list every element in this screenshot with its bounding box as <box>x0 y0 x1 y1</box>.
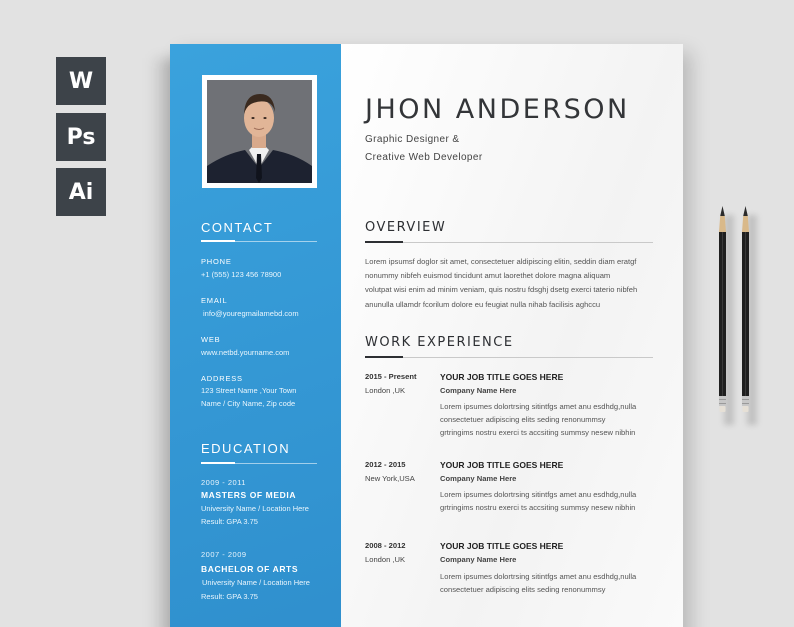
profile-photo-frame <box>202 75 317 188</box>
education-heading: EDUCATION <box>201 441 291 456</box>
job-description-line: grtringims nostru exerci ts accsiting summsy nesew nibhin <box>440 427 636 437</box>
overview-paragraph <box>365 255 657 312</box>
job-company: Company Name Here <box>440 386 517 395</box>
job-dates: 2008 - 2012 <box>365 541 406 550</box>
overview-line: anunulla ullamdr fcorilum dolore eu feugiat nulla nihab facilisis aghccu <box>365 299 601 309</box>
overview-line: nonummy nibfeh euismod tincidunt amut laorethet dolore magna aliquam <box>365 271 611 281</box>
phone-label: PHONE <box>201 257 232 266</box>
address-line-2: Name / City Name, Zip code <box>201 399 296 408</box>
portrait-image <box>207 80 312 183</box>
job-dates: 2015 - Present <box>365 372 417 381</box>
phone-value: +1 (555) 123 456 78900 <box>201 270 282 279</box>
job-description-line: Lorem ipsumes dolortrsing sitintfgs amet anu esdhdg,nulla <box>440 572 637 581</box>
job-description <box>440 489 655 515</box>
education-years: 2009 - 2011 <box>201 478 246 487</box>
job-dates: 2012 - 2015 <box>365 460 406 469</box>
job-description-line: grtringims nostru exerci ts accsiting summsy nesew nibhin <box>440 502 636 512</box>
address-line-1: 123 Street Name ,Your Town <box>201 386 297 395</box>
resume-name: JHON ANDERSON <box>365 94 630 125</box>
web-value: www.netbd.yourname.com <box>201 348 290 357</box>
education-university: University Name / Location Here <box>201 504 309 513</box>
job-description-line: Lorem ipsumes dolortrsing sitintfgs amet anu esdhdg,nulla <box>440 490 637 499</box>
job-company: Company Name Here <box>440 555 517 564</box>
education-university: University Name / Location Here <box>202 578 310 587</box>
job-title: YOUR JOB TITLE GOES HERE <box>440 460 564 470</box>
job-title: YOUR JOB TITLE GOES HERE <box>440 372 564 382</box>
job-location: London ,UK <box>365 386 406 395</box>
overview-line: volutpat wisi enim ad minim veniam, quis nostru fdsghj dsetg exerci taterio nibfeh <box>365 285 638 295</box>
job-description-line: Lorem ipsumes dolortrsing sitintfgs amet anu esdhdg,nulla <box>440 402 637 411</box>
education-degree: BACHELOR OF ARTS <box>201 564 299 574</box>
contact-divider <box>201 241 317 242</box>
pencil-icon <box>718 206 727 416</box>
email-label: EMAIL <box>201 296 228 305</box>
email-value: info@youregmailamebd.com <box>203 309 299 318</box>
pencil-icon <box>741 206 750 416</box>
overview-heading: OVERVIEW <box>365 220 447 235</box>
job-location: New York,USA <box>365 474 415 483</box>
web-label: WEB <box>201 335 221 344</box>
job-title: YOUR JOB TITLE GOES HERE <box>440 541 564 551</box>
overview-line: Lorem ipsumsf doglor sit amet, consectetuer aldipiscing elitin, seddin diam eratgf <box>365 257 637 266</box>
job-description <box>440 401 655 439</box>
education-years: 2007 - 2009 <box>201 550 247 559</box>
job-subtitle-line-2: Creative Web Developer <box>365 152 483 163</box>
resume-sheet <box>170 44 683 627</box>
job-description-line: consectetuer adipiscing elits seding renonummsy <box>440 584 606 594</box>
job-description <box>440 571 655 597</box>
photoshop-format-badge: Ps <box>56 113 106 161</box>
contact-heading: CONTACT <box>201 220 274 235</box>
job-location: London ,UK <box>365 555 406 564</box>
education-result: Result: GPA 3.75 <box>201 517 258 526</box>
profile-photo <box>207 80 312 183</box>
sidebar <box>170 44 341 627</box>
education-degree: MASTERS OF MEDIA <box>201 490 297 500</box>
illustrator-format-badge: Ai <box>56 168 106 216</box>
word-format-badge: W <box>56 57 106 105</box>
work-experience-heading: WORK EXPERIENCE <box>365 335 514 350</box>
job-subtitle-line-1: Graphic Designer & <box>365 134 460 145</box>
education-result: Result: GPA 3.75 <box>201 592 258 601</box>
overview-divider <box>365 242 653 243</box>
job-description-line: consectetuer adipiscing elits seding renonummsy <box>440 414 606 424</box>
address-label: ADDRESS <box>201 374 243 383</box>
education-divider <box>201 463 317 464</box>
job-company: Company Name Here <box>440 474 517 483</box>
work-experience-divider <box>365 357 653 358</box>
